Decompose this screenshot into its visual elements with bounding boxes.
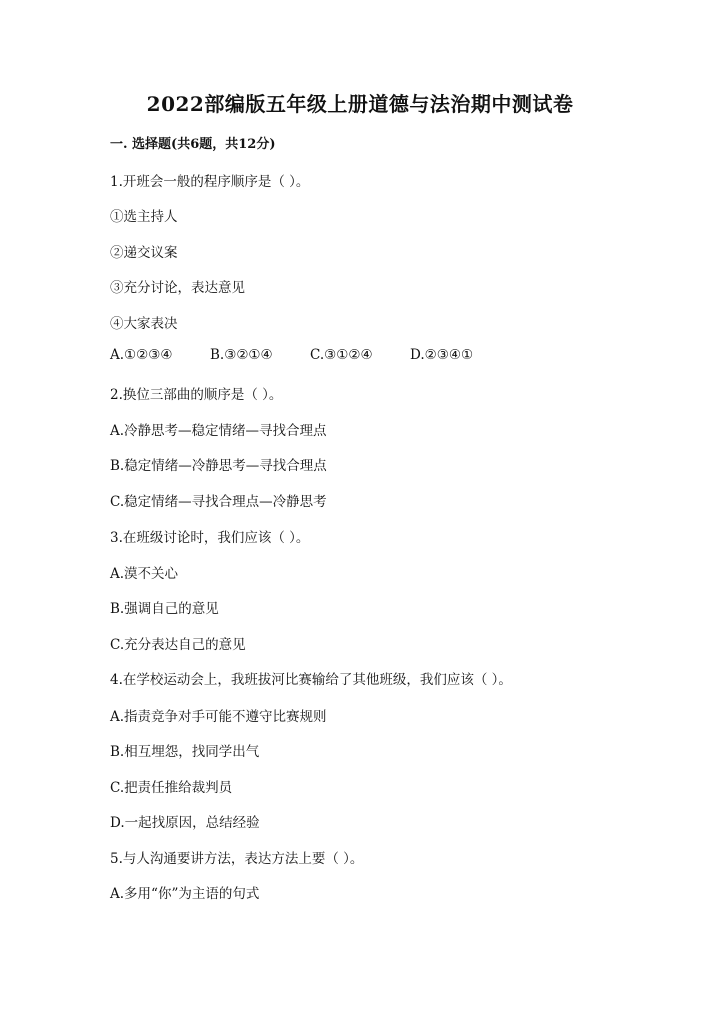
question-4-stem: 4.在学校运动会上，我班拔河比赛输给了其他班级，我们应该（ ）。 [110, 672, 512, 688]
question-4-option-c: C.把责任推给裁判员 [110, 780, 233, 796]
question-1-item-1: ①选主持人 [110, 209, 178, 225]
question-1-option-a: A.①②③④ [110, 347, 173, 363]
question-1-item-4: ④大家表决 [110, 316, 178, 332]
question-3-stem: 3.在班级讨论时，我们应该（ ）。 [110, 530, 310, 546]
question-3-option-c: C.充分表达自己的意见 [110, 637, 246, 653]
question-1-item-2: ②递交议案 [110, 245, 178, 261]
question-5-option-a: A.多用“你”为主语的句式 [110, 886, 260, 902]
question-1-options [110, 347, 510, 363]
question-4-option-a: A.指责竞争对手可能不遵守比赛规则 [110, 709, 327, 725]
question-3-option-b: B.强调自己的意见 [110, 601, 219, 617]
question-4-option-d: D.一起找原因，总结经验 [110, 815, 260, 831]
question-2-option-b: B.稳定情绪—冷静思考—寻找合理点 [110, 458, 327, 474]
question-1-option-c: C.③①②④ [310, 347, 373, 363]
section-heading: 一. 选择题(共6题，共12分) [110, 137, 276, 152]
question-1-item-3: ③充分讨论，表达意见 [110, 280, 245, 296]
question-4-option-b: B.相互埋怨，找同学出气 [110, 744, 260, 760]
question-1-stem: 1.开班会一般的程序顺序是（ ）。 [110, 174, 310, 190]
question-3-option-a: A.漠不关心 [110, 566, 179, 582]
question-2-stem: 2.换位三部曲的顺序是（ ）。 [110, 387, 283, 403]
question-1-option-d: D.②③④① [410, 347, 474, 363]
question-2-option-c: C.稳定情绪—寻找合理点—冷静思考 [110, 494, 327, 510]
question-2-option-a: A.冷静思考—稳定情绪—寻找合理点 [110, 423, 327, 439]
page-title: 2022部编版五年级上册道德与法治期中测试卷 [146, 92, 574, 116]
question-1-option-b: B.③②①④ [210, 347, 273, 363]
question-5-stem: 5.与人沟通要讲方法，表达方法上要（ ）。 [110, 851, 364, 867]
